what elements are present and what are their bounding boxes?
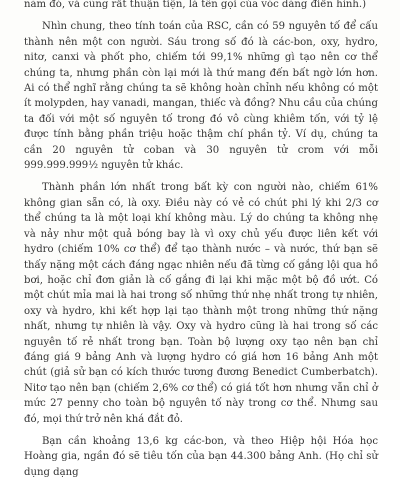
paragraph-fragment-top: năm đó, và cũng rất thuận tiện, là tên gọi của vóc dáng điển hình.): [24, 0, 367, 10]
page-text: [24, 0, 378, 480]
paragraph-rsc-elements: Nhìn chung, theo tính toán của RSC, cần có 59 nguyên tố để cấu thành nên một con người. Sáu trong số đó là các-bon, oxy, hydro, nitơ, canxi và phốt pho, chiếm tới 99,1% những gì tạo nên cơ thể chúng ta, nhưng phần còn lại mới là thứ mang đến bất ngờ lớn hơn. Ai có thể nghĩ rằng chúng ta sẽ không hoàn chỉnh nếu không có một ít molypden, hay vanadi, mangan, thiếc và đồng? Nhu cầu của chúng ta đối với một số nguyên tố trong đó vô cùng khiêm tốn, với tỷ lệ được tính bằng phần triệu hoặc thậm chí phần tỷ. Ví dụ, chúng ta cần 20 nguyên tử coban và 30 nguyên tử crom với mỗi 999.999.999½ nguyên tử khác.: [24, 21, 378, 172]
paragraph-oxygen: Thành phần lớn nhất trong bất kỳ con người nào, chiếm 61% không gian sẵn có, là oxy. Điều này có vẻ có chút phi lý khi 2/3 cơ thể chúng ta là một loại khí không màu. Lý do chúng ta không nhẹ và nảy như một quả bóng bay là vì oxy chủ yếu được liên kết với hydro (chiếm 10% cơ thể) để tạo thành nước – và nước, thứ bạn sẽ thấy nặng một cách đáng ngạc nhiên nếu đã từng cố gắng lội qua hồ bơi, hoặc chỉ đơn giản là cố gắng đi lại khi mặc một bộ đồ ướt. Có một chút mỉa mai là hai trong số những thứ nhẹ nhất trong tự nhiên, oxy và hydro, khi kết hợp lại tạo thành một trong những thứ nặng nhất, nhưng tự nhiên là vậy. Oxy và hydro cũng là hai trong số các nguyên tố rẻ nhất trong bạn. Toàn bộ lượng oxy tạo nên bạn chỉ đáng giá 9 bảng Anh và lượng hydro có giá hơn 16 bảng Anh một chút (giả sử bạn có kích thước tương đương Benedict Cumberbatch). Nitơ tạo nên bạn (chiếm 2,6% cơ thể) có giá tốt hơn nhưng vẫn chỉ ở mức 27 penny cho toàn bộ nguyên tố này trong cơ thể. Nhưng sau đó, mọi thứ trở nên khá đắt đỏ.: [24, 182, 378, 425]
paragraph-carbon: Bạn cần khoảng 13,6 kg các-bon, và theo Hiệp hội Hóa học Hoàng gia, ngần đó sẽ tiêu tốn của bạn 44.300 bảng Anh. (Họ chỉ sử dụng dạng: [24, 435, 378, 478]
